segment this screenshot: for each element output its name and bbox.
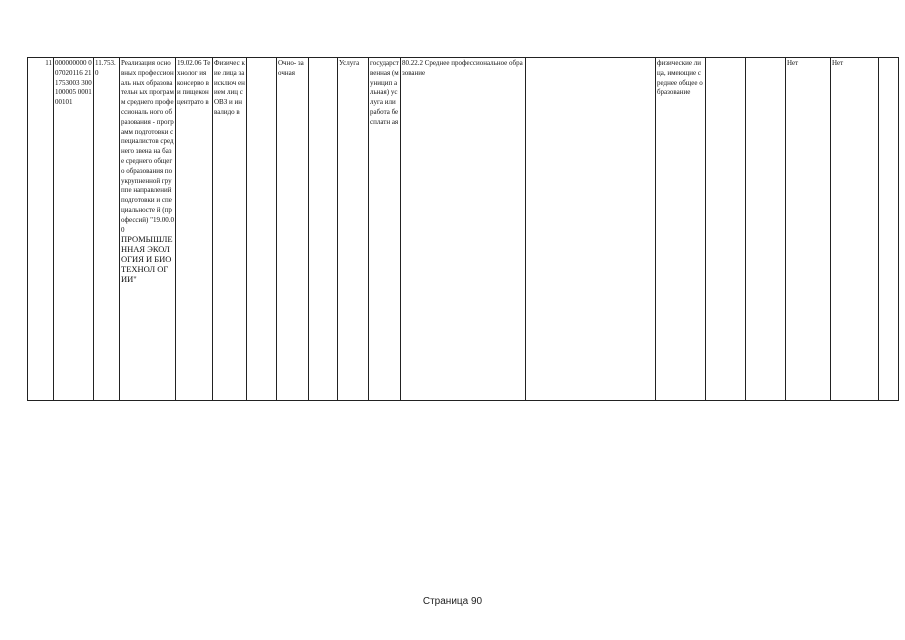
table-row [28, 58, 899, 401]
empty-cell [309, 58, 338, 401]
flag-1-cell [786, 58, 831, 401]
empty-cell [526, 58, 656, 401]
service-name-caps: ПРОМЫШЛЕ ННАЯ ЭКОЛОГИЯ И БИОТЕХНОЛ ОГИИ" [121, 234, 173, 284]
okved-cell [401, 58, 526, 401]
persons-cell [656, 58, 706, 401]
row-number: 11 [45, 59, 52, 67]
empty-cell [879, 58, 899, 401]
service-name: Реализация основных профессиональ ных образовательн ых программ среднего профессиональ ного образования - программ подготовки специалистов среднего звена на базе среднего общего образования по укрупненной группе направлений подготовки и специальносте й (профессий) "19.00.00 [121, 59, 174, 234]
specialty: 19.02.06 Технолог ия консерво в и пищекон центрато в [177, 59, 211, 107]
empty-cell [247, 58, 277, 401]
flag-2: Нет [832, 59, 844, 67]
form-cell [277, 58, 309, 401]
service-kind-cell [369, 58, 401, 401]
service-kind: государст венная (муницип альная) услуга или работа бесплатн ая [370, 59, 399, 126]
registry-table [27, 57, 899, 401]
persons: физические лица, имеющие среднее общее образование [657, 59, 703, 97]
education-form: Очно- заочная [278, 59, 304, 77]
name-cell [120, 58, 176, 401]
consumers: Физичес кие лица за исключ ением лиц с ОВЗ и инвалидо в [214, 59, 245, 116]
registry-code: 000000000 007020116 211753003 300100005 000100101 [55, 59, 92, 107]
service-type: Услуга [339, 59, 360, 67]
code: 11.753. 0 [95, 59, 116, 77]
okved: 80.22.2 Среднее профессиональное образование [402, 59, 523, 77]
empty-cell [746, 58, 786, 401]
code-cell [94, 58, 120, 401]
flag-2-cell [831, 58, 879, 401]
type-cell [338, 58, 369, 401]
empty-cell [706, 58, 746, 401]
registry-code-cell [54, 58, 94, 401]
row-number-cell [28, 58, 54, 401]
page-number: Страница 90 [422, 596, 483, 607]
flag-1: Нет [787, 59, 799, 67]
consumers-cell [213, 58, 247, 401]
specialty-cell [176, 58, 213, 401]
